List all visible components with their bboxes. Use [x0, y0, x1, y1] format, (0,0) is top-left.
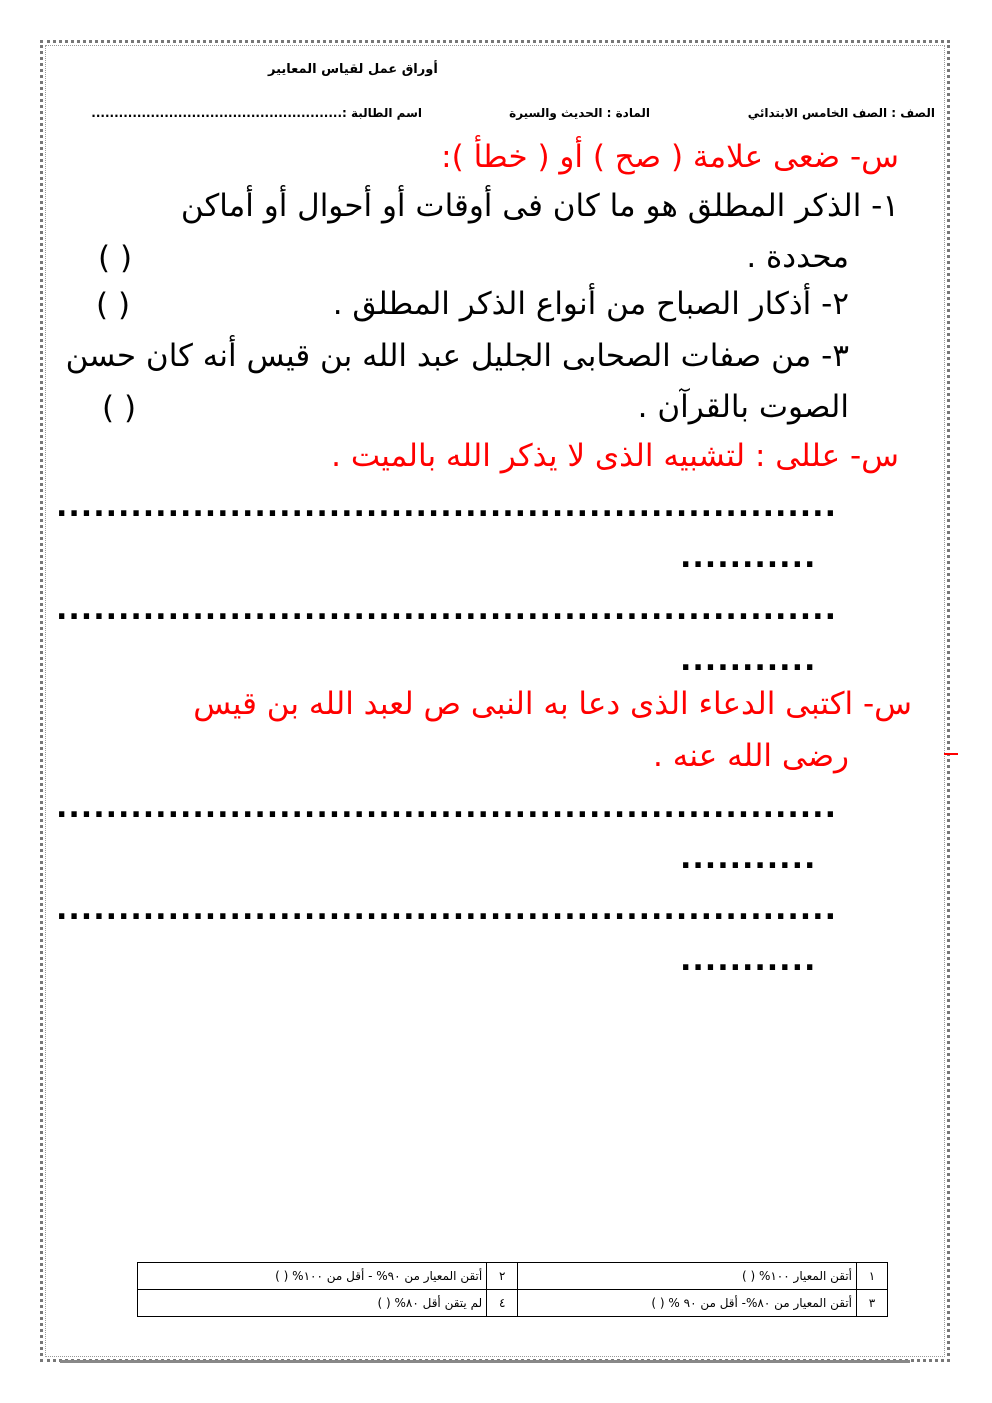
edge-mark	[944, 753, 958, 755]
q1-title: س- ضعى علامة ( صح ) أو ( خطأ ):	[441, 139, 899, 175]
table-row	[138, 1290, 888, 1317]
q3-title-line2: رضى الله عنه .	[653, 738, 849, 774]
criteria-number: ٣	[857, 1290, 888, 1317]
answer-line[interactable]: ...........	[680, 643, 817, 678]
q1-item-2-answer[interactable]: ( )	[96, 287, 131, 323]
q3-title-line1: س- اكتبى الدعاء الذى دعا به النبى ص لعبد الله بن قيس	[193, 686, 912, 722]
q1-item-1-line1: ١- الذكر المطلق هو ما كان فى أوقات أو أحوال أو أماكن	[180, 188, 899, 224]
criteria-cell[interactable]: أتقن المعيار من ٩٠% - أقل من ١٠٠% ( )	[138, 1263, 487, 1290]
q2-title: س- عللى : لتشبيه الذى لا يذكر الله بالميت .	[331, 438, 899, 474]
criteria-cell[interactable]: أتقن المعيار ١٠٠% ( )	[518, 1263, 857, 1290]
student-name-field[interactable]: اسم الطالبة :.......................................................	[91, 106, 422, 120]
answer-line[interactable]: ...............................................................	[56, 592, 837, 627]
criteria-number: ٤	[487, 1290, 518, 1317]
q1-item-1-line2: محددة .	[746, 239, 849, 275]
bottom-rule	[60, 1360, 910, 1363]
q1-item-1-answer[interactable]: ( )	[98, 240, 133, 276]
criteria-cell[interactable]: لم يتقن أقل ٨٠% ( )	[138, 1290, 487, 1317]
criteria-number: ١	[857, 1263, 888, 1290]
q1-item-3-line2: الصوت بالقرآن .	[637, 389, 849, 425]
criteria-table	[137, 1262, 888, 1317]
grade-label: الصف : الصف الخامس الابتدائي	[747, 106, 935, 120]
answer-line[interactable]: ...........	[680, 841, 817, 876]
answer-line[interactable]: ...............................................................	[56, 489, 837, 524]
subject-label: المادة : الحديث والسيرة	[509, 106, 650, 120]
answer-line[interactable]: ...............................................................	[56, 790, 837, 825]
answer-line[interactable]: ...............................................................	[56, 892, 837, 927]
answer-line[interactable]: ...........	[680, 943, 817, 978]
criteria-cell[interactable]: أتقن المعيار من ٨٠%- أقل من ٩٠ % ( )	[518, 1290, 857, 1317]
table-row	[138, 1263, 888, 1290]
q1-item-2-line1: ٢- أذكار الصباح من أنواع الذكر المطلق .	[332, 286, 849, 322]
worksheet-title: أوراق عمل لقياس المعايير	[268, 62, 438, 77]
answer-line[interactable]: ...........	[680, 540, 817, 575]
q1-item-3-line1: ٣- من صفات الصحابى الجليل عبد الله بن قيس أنه كان حسن	[65, 338, 849, 374]
q1-item-3-answer[interactable]: ( )	[102, 390, 137, 426]
criteria-number: ٢	[487, 1263, 518, 1290]
